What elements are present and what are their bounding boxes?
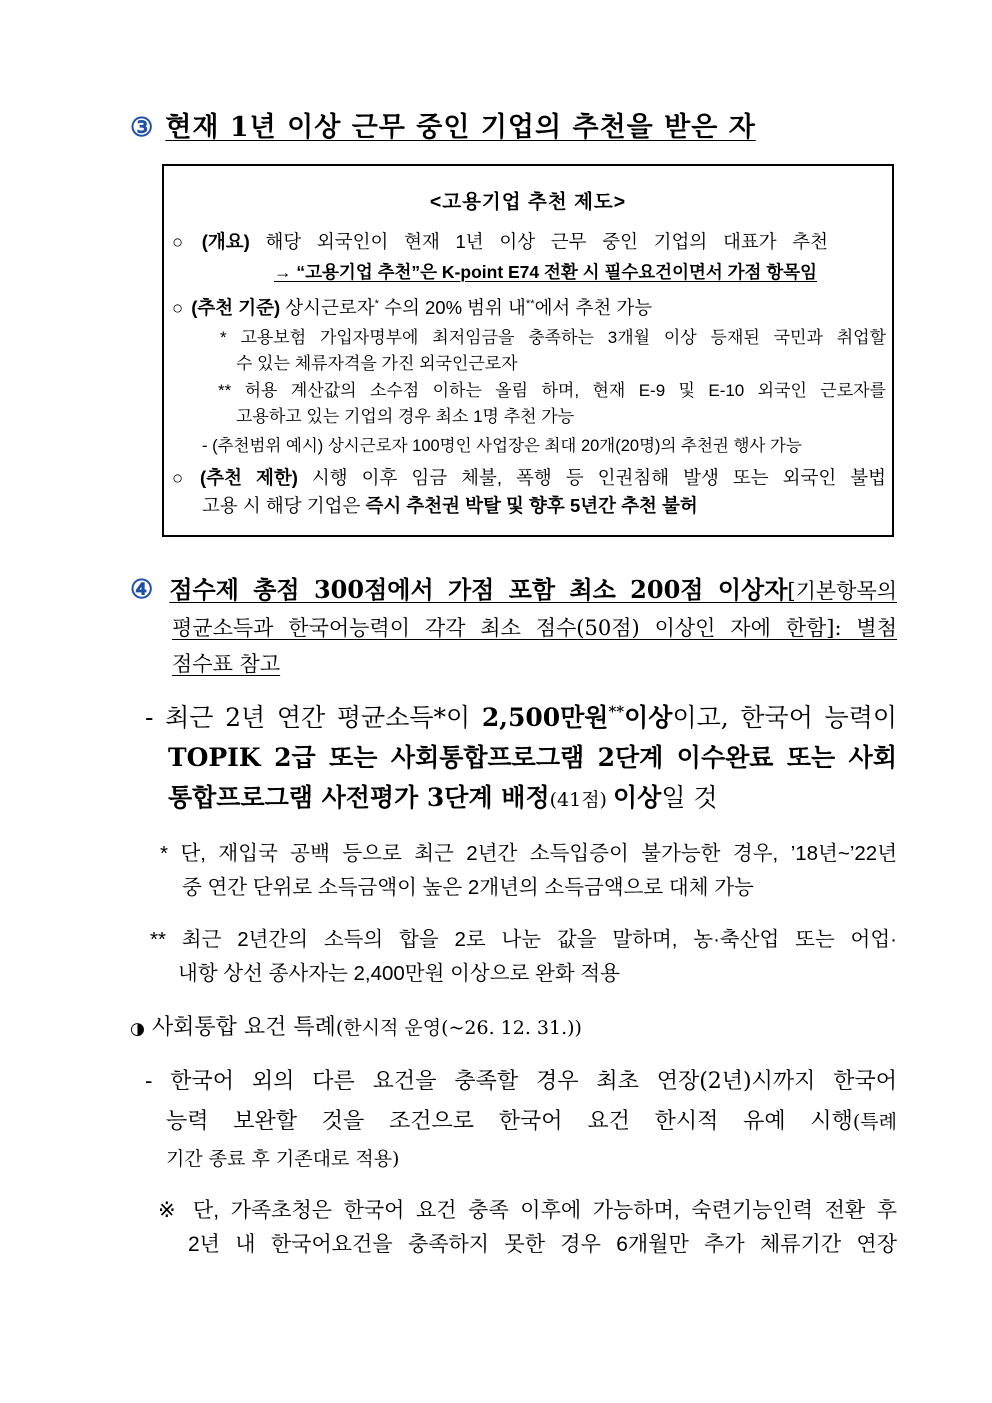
footnote-mark: ** bbox=[608, 702, 625, 721]
special-title: 사회통합 요건 특례 bbox=[144, 1015, 336, 1040]
bullet: ○ bbox=[172, 231, 194, 252]
income-note-1-cont: 중 연간 단위로 소득금액이 높은 2개년의 소득금액으로 대체 가능 bbox=[182, 876, 754, 899]
section-4-heading bbox=[130, 570, 897, 605]
special-line-2 bbox=[166, 1104, 897, 1135]
section-title: 점수제 총점 300점에서 가점 포함 최소 200점 이상자 bbox=[169, 575, 788, 604]
bullet: ○ bbox=[172, 467, 193, 488]
criteria-example: - (추천범위 예시) 상시근로자 100명인 사업장은 최대 20개(20명)의 추천권 행사 가능 bbox=[202, 437, 802, 455]
restriction-text: 시행 이후 임금 체불, 폭행 등 인권침해 발생 또는 외국인 불법 bbox=[297, 467, 886, 488]
section-3-heading bbox=[130, 105, 756, 144]
criteria-text: 에서 추천 가능 bbox=[534, 297, 653, 318]
overview-arrow-note: → “고용기업 추천”은 K-point E74 전환 시 필수요건이면서 가점 항목임 bbox=[274, 262, 818, 282]
restriction-line bbox=[172, 464, 886, 490]
section-title-rest: [기본항목의 bbox=[787, 579, 898, 603]
overview-line bbox=[172, 228, 828, 254]
footnote-mark: * bbox=[374, 297, 379, 310]
requirement-points: (41점) bbox=[549, 789, 614, 811]
section-4-line-2: 평균소득과 한국어능력이 각각 최소 점수(50점) 이상인 자에 한함]: 별첨 bbox=[172, 616, 897, 640]
special-line-3: 기간 종료 후 기존대로 적용) bbox=[166, 1148, 400, 1170]
restriction-penalty: 즉시 추천권 박탈 및 향후 5년간 추천 불허 bbox=[365, 495, 698, 516]
criteria-note-2: ** 허용 계산값의 소수점 이하는 올림 하며, 현재 E-9 및 E-10 외국인 근로자를 bbox=[218, 381, 886, 400]
income-note-2-cont: 내항 상선 종사자는 2,400만원 이상으로 완화 적용 bbox=[178, 962, 620, 985]
requirement-text: 이고, 한국어 능력이 bbox=[672, 703, 897, 732]
half-circle-icon: ◑ bbox=[130, 1019, 145, 1039]
requirement-text: 일 것 bbox=[661, 783, 718, 812]
bullet: ○ bbox=[172, 297, 184, 318]
income-note-1: * 단, 재입국 공백 등으로 최근 2년간 소득입증이 불가능한 경우, ’18년~’22년 bbox=[160, 842, 897, 865]
special-note-line-1: ※ 단, 가족초청은 한국어 요건 충족 이후에 가능하며, 숙련기능인력 전환 후 bbox=[158, 1199, 897, 1222]
criteria-note-1-cont: 수 있는 체류자격을 가진 외국인근로자 bbox=[236, 354, 518, 373]
box-title: <고용기업 추천 제도> bbox=[429, 191, 627, 213]
section-4-line-3: 점수표 참고 bbox=[172, 652, 281, 676]
income-note-2: ** 최근 2년간의 소득의 합을 2로 나눈 값을 말하며, 농·축산업 또는 어업· bbox=[150, 928, 897, 951]
requirement-emphasis: 이상 bbox=[613, 783, 662, 812]
income-requirement-line-3 bbox=[168, 778, 718, 814]
section-number: ③ bbox=[130, 113, 154, 143]
restriction-line-2 bbox=[202, 492, 698, 518]
section-number: ④ bbox=[130, 575, 160, 605]
overview-text: 해당 외국인이 현재 1년 이상 근무 중인 기업의 대표가 추천 bbox=[249, 231, 828, 252]
special-text-paren: (특례 bbox=[852, 1111, 897, 1133]
requirement-emphasis: 통합프로그램 사전평가 3단계 배정 bbox=[168, 783, 550, 812]
requirement-text: - 최근 2년 연간 평균소득*이 bbox=[145, 703, 482, 732]
income-requirement-line-2: TOPIK 2급 또는 사회통합프로그램 2단계 이수완료 또는 사회 bbox=[168, 743, 897, 772]
criteria-label: (추천 기준) bbox=[191, 297, 281, 318]
special-provision-heading bbox=[130, 1010, 582, 1041]
criteria-line bbox=[172, 294, 652, 320]
special-note-line-2: 2년 내 한국어요건을 충족하지 못한 경우 6개월만 추가 체류기간 연장 bbox=[188, 1233, 897, 1256]
section-title: 현재 1년 이상 근무 중인 기업의 추천을 받은 자 bbox=[165, 112, 756, 143]
restriction-label: (추천 제한) bbox=[200, 467, 298, 488]
special-title-period: (한시적 운영(~26. 12. 31.)) bbox=[335, 1017, 582, 1039]
footnote-mark: ** bbox=[525, 297, 535, 310]
income-requirement-line-1 bbox=[145, 698, 897, 734]
income-amount: 2,500만원 bbox=[481, 703, 609, 732]
employer-recommendation-box bbox=[162, 164, 894, 537]
overview-label: (개요) bbox=[201, 231, 250, 252]
special-text: 능력 보완할 것을 조건으로 한국어 요건 한시적 유예 시행 bbox=[166, 1109, 853, 1134]
criteria-text: 수의 20% 범위 내 bbox=[378, 297, 526, 318]
criteria-note-1: * 고용보험 가입자명부에 최저임금을 충족하는 3개월 이상 등재된 국민과 취업할 bbox=[220, 328, 886, 347]
restriction-text: 고용 시 해당 기업은 bbox=[202, 495, 366, 516]
criteria-text: 상시근로자 bbox=[280, 297, 375, 318]
requirement-emphasis: 이상 bbox=[624, 703, 673, 732]
special-line-1: - 한국어 외의 다른 요건을 충족할 경우 최초 연장(2년)시까지 한국어 bbox=[145, 1069, 897, 1094]
criteria-note-2-cont: 고용하고 있는 기업의 경우 최소 1명 추천 가능 bbox=[236, 407, 575, 426]
